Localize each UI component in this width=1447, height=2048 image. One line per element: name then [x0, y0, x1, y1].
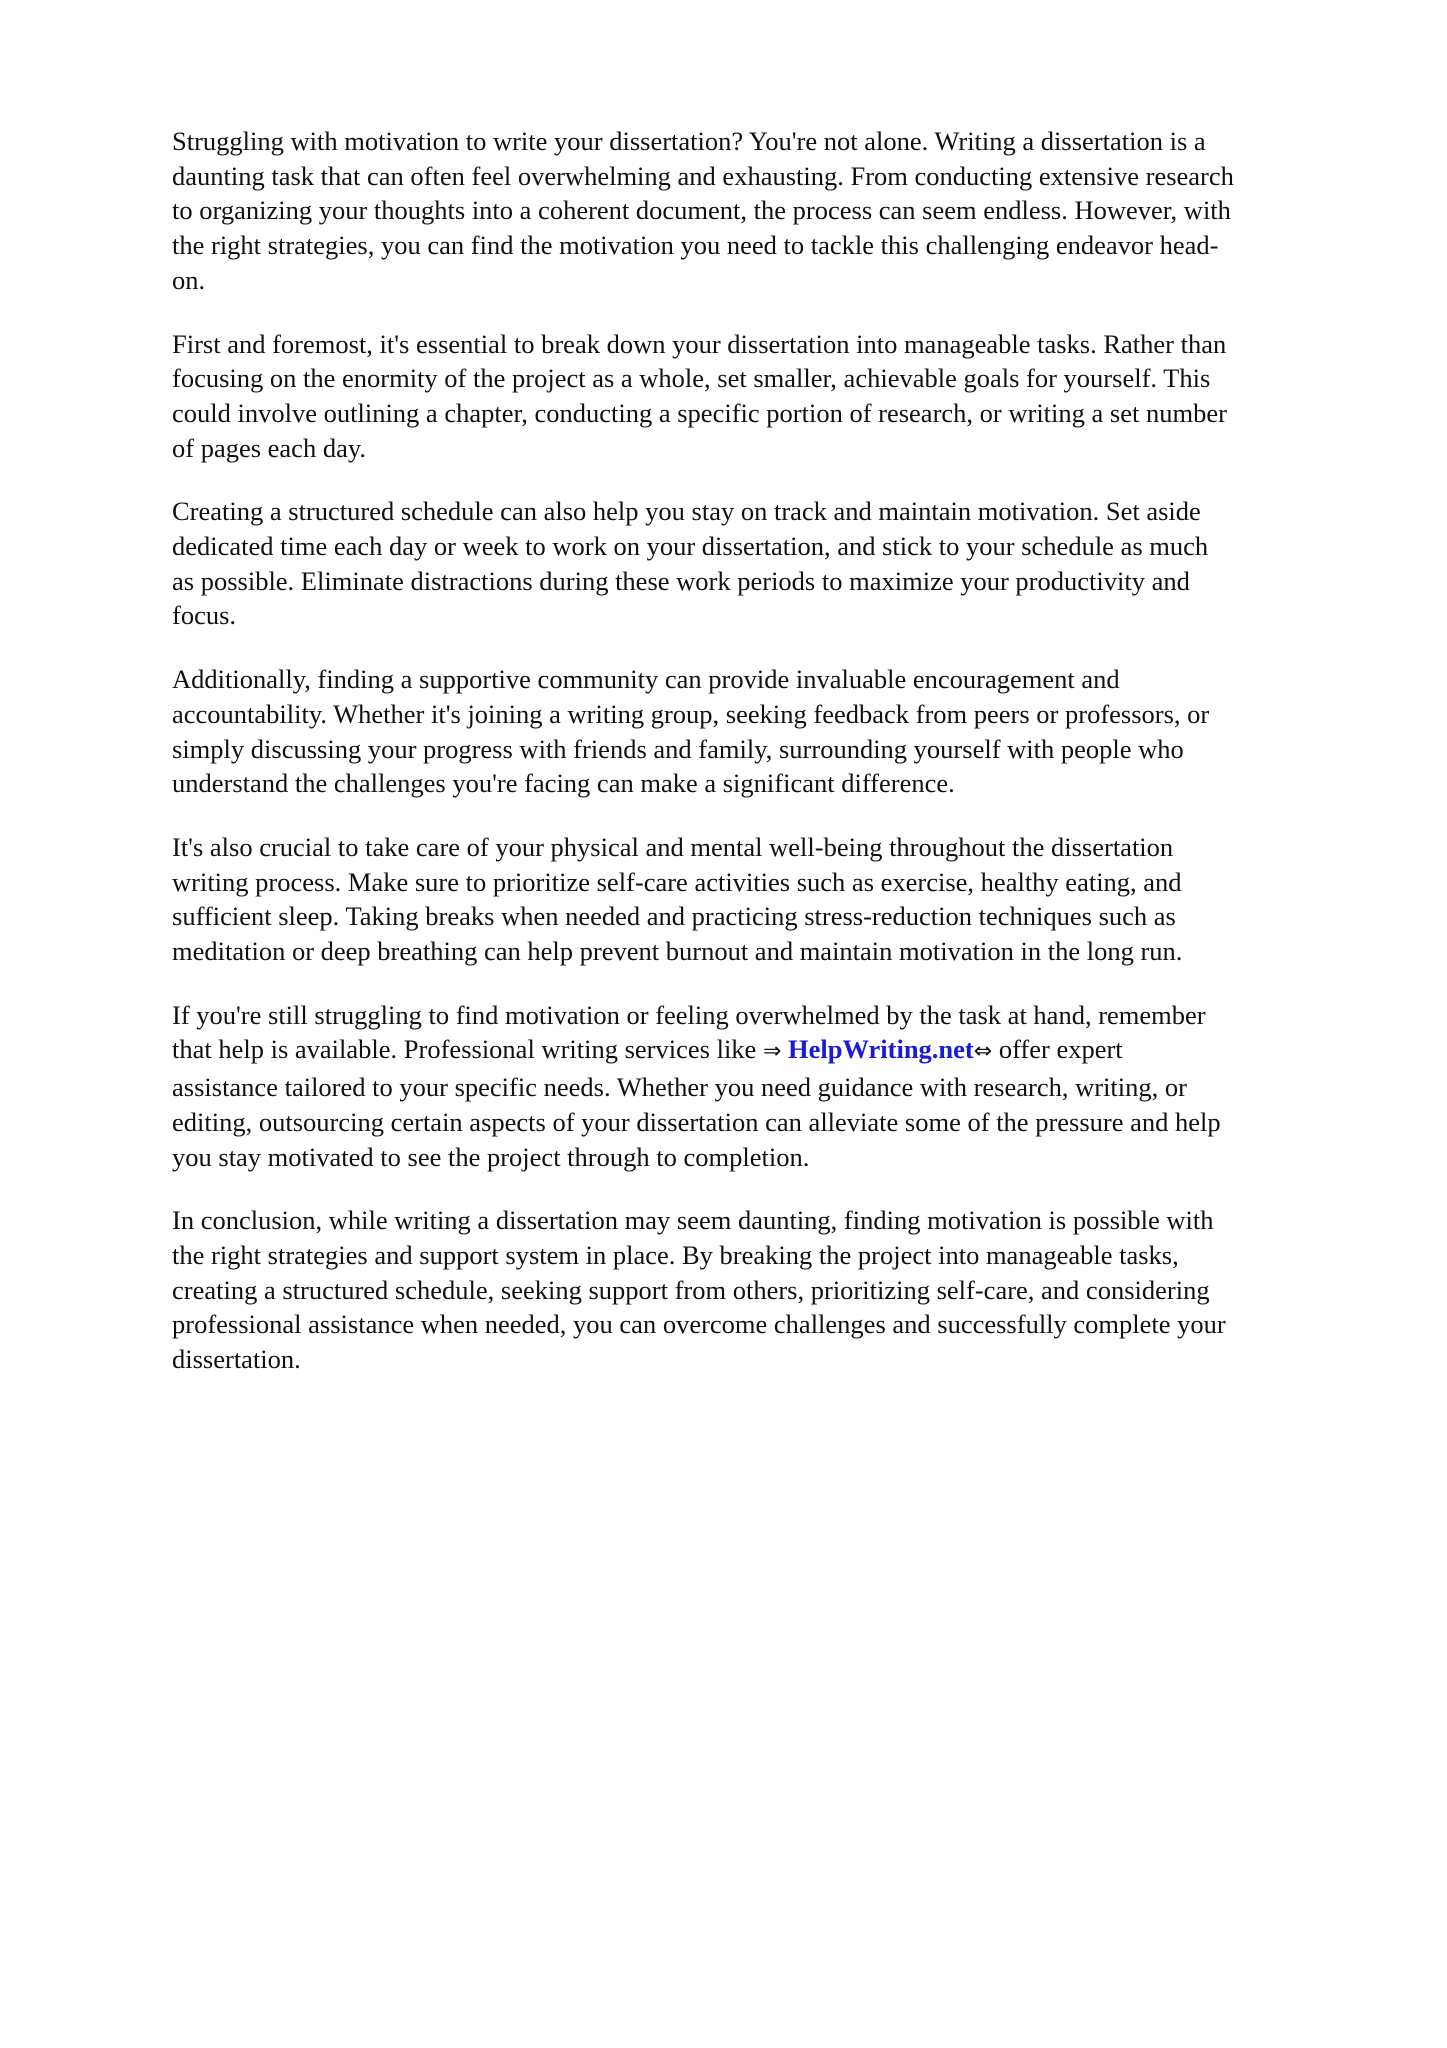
paragraph: [172, 494, 1372, 633]
text-line: focus.: [172, 600, 237, 631]
paragraph: [172, 327, 1372, 466]
paragraph: [172, 124, 1372, 298]
text-line: dedicated time each day or week to work on your dissertation, and stick to your schedule as much: [172, 531, 1209, 562]
text-line: to organizing your thoughts into a coherent document, the process can seem endless. However, with: [172, 195, 1231, 226]
text-line: professional assistance when needed, you can overcome challenges and successfully complete your: [172, 1309, 1226, 1340]
text-line: of pages each day.: [172, 432, 366, 463]
text-line: accountability. Whether it's joining a writing group, seeking feedback from peers or professors, or: [172, 698, 1210, 729]
arrow-both-icon: ⇔: [973, 1039, 993, 1065]
text-line: It's also crucial to take care of your physical and mental well-being throughout the dissertation: [172, 831, 1174, 862]
text-segment: offer expert: [992, 1034, 1123, 1065]
intro-paragraphs: [172, 124, 1372, 969]
text-line: editing, outsourcing certain aspects of your dissertation can alleviate some of the pressure and help: [172, 1106, 1221, 1137]
arrow-right-icon: ⇒: [762, 1039, 782, 1065]
text-line: creating a structured schedule, seeking support from others, prioritizing self-care, and considering: [172, 1274, 1210, 1305]
text-line: simply discussing your progress with friends and family, surrounding yourself with people who: [172, 733, 1184, 764]
text-line: Struggling with motivation to write your dissertation? You're not alone. Writing a dissertation is a: [172, 126, 1206, 156]
paragraph-help-services: [172, 998, 1372, 1175]
text-line: you stay motivated to see the project through to completion.: [172, 1141, 810, 1172]
text-line: writing process. Make sure to prioritize self-care activities such as exercise, healthy eating, and: [172, 866, 1182, 897]
document-body: [172, 124, 1372, 1406]
text-line: on.: [172, 264, 206, 295]
text-line: understand the challenges you're facing can make a significant difference.: [172, 768, 955, 799]
text-line: Additionally, finding a supportive community can provide invaluable encouragement and: [172, 664, 1120, 695]
text-line: could involve outlining a chapter, conducting a specific portion of research, or writing a set number: [172, 397, 1227, 428]
text-segment: that help is available. Professional writing services like: [172, 1034, 763, 1065]
text-line: In conclusion, while writing a dissertation may seem daunting, finding motivation is possible with: [172, 1205, 1214, 1236]
text-line: the right strategies and support system in place. By breaking the project into manageable tasks,: [172, 1239, 1179, 1270]
text-line: If you're still struggling to find motivation or feeling overwhelmed by the task at hand, remember: [172, 999, 1206, 1030]
text-line: dissertation.: [172, 1344, 301, 1375]
paragraph: [172, 830, 1372, 969]
text-line: sufficient sleep. Taking breaks when needed and practicing stress-reduction techniques such as: [172, 901, 1176, 932]
helpwriting-link[interactable]: HelpWriting.net: [788, 1034, 974, 1065]
paragraph-conclusion: [172, 1203, 1372, 1377]
text-line: focusing on the enormity of the project as a whole, set smaller, achievable goals for yourself. This: [172, 363, 1211, 394]
text-line: First and foremost, it's essential to break down your dissertation into manageable tasks. Rather than: [172, 328, 1227, 359]
text-line: daunting task that can often feel overwhelming and exhausting. From conducting extensive research: [172, 160, 1234, 191]
text-line: as possible. Eliminate distractions during these work periods to maximize your productivity and: [172, 565, 1190, 596]
text-line: the right strategies, you can find the motivation you need to tackle this challenging endeavor head-: [172, 230, 1219, 261]
text-line: assistance tailored to your specific needs. Whether you need guidance with research, writing, or: [172, 1072, 1187, 1103]
text-line: [172, 1032, 1372, 1070]
paragraph: [172, 662, 1372, 801]
text-line: Creating a structured schedule can also help you stay on track and maintain motivation. Set aside: [172, 496, 1201, 527]
text-line: meditation or deep breathing can help prevent burnout and maintain motivation in the long run.: [172, 936, 1183, 967]
